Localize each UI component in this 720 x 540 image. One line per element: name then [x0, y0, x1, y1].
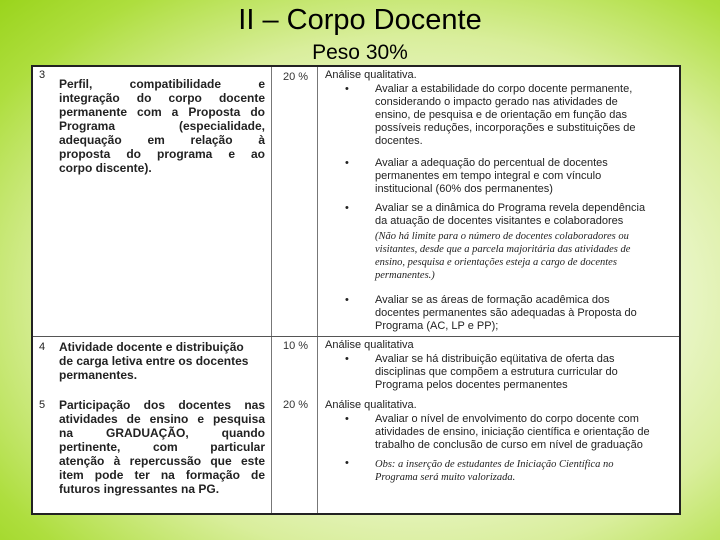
analysis-title: Análise qualitativa. [325, 399, 417, 411]
slide-title: II – Corpo Docente [238, 4, 482, 36]
slide-subtitle: Peso 30% [312, 41, 408, 64]
analysis-bullet: Avaliar a adequação do percentual de docentes permanentes em tempo integral e com vínculo institucional (60% dos permanentes) [375, 157, 608, 195]
bullet-icon: • [345, 294, 349, 306]
row-number: 4 [39, 341, 46, 353]
weight-value: 20 % [283, 71, 309, 83]
criterion-text: Participação dos docentes nas atividades de ensino e pesquisa na GRADUAÇÃO, quando pertinente, com particular atenção à repercussão que este item pode ter na formação de futuros ingressantes na PG. [59, 398, 265, 496]
criterion-text: Atividade docente e distribuição de carga letiva entre os docentes permanentes. [59, 340, 249, 382]
weight-value: 20 % [283, 399, 309, 411]
bullet-icon: • [345, 413, 349, 425]
analysis-title: Análise qualitativa [325, 339, 414, 351]
analysis-bullet: Avaliar se há distribuição eqüitativa de oferta das disciplinas que compõem a estrutura curricular do Programa pelos docentes permanentes [375, 353, 618, 391]
bullet-icon: • [345, 202, 349, 214]
analysis-bullet: Avaliar o nível de envolvimento do corpo docente com atividades de ensino, iniciação científica e orientação de trabalho de conclusão de curso em nível de graduação [375, 413, 650, 451]
criterion-text: Perfil, compatibilidade e integração do corpo docente permanente com a Proposta do Programa (especialidade, adequação em relação à proposta do programa e ao corpo discente). [59, 77, 265, 175]
bullet-icon: • [345, 157, 349, 169]
criteria-table [31, 65, 681, 515]
bullet-icon: • [345, 353, 349, 365]
column-divider [317, 67, 318, 513]
bullet-icon: • [345, 457, 349, 469]
weight-value: 10 % [283, 340, 309, 352]
analysis-title: Análise qualitativa. [325, 69, 417, 81]
analysis-bullet: Avaliar a estabilidade do corpo docente permanente, considerando o impacto gerado nas atividades de ensino, de pesquisa e de orientação em função das possíveis reduções, incorporações e substituições de docentes. [375, 83, 636, 147]
analysis-note: Obs: a inserção de estudantes de Iniciação Científica no Programa será muito valorizada. [375, 459, 614, 483]
column-divider [271, 67, 272, 513]
row-number: 5 [39, 399, 46, 411]
analysis-bullet: Avaliar se as áreas de formação acadêmica dos docentes permanentes são adequadas à Proposta do Programa (AC, LP e PP); [375, 294, 637, 332]
row-divider [33, 336, 679, 337]
analysis-bullet: Avaliar se a dinâmica do Programa revela dependência da atuação de docentes visitantes e colaboradores (Não há limite para o número de docentes colaboradores ou visitantes, desde que a parcela majoritária das atividades de ensino, pesquisa e orientações esteja a cargo de docentes permanentes.) [375, 202, 646, 281]
row-number: 3 [39, 69, 46, 81]
bullet-icon: • [345, 83, 349, 95]
